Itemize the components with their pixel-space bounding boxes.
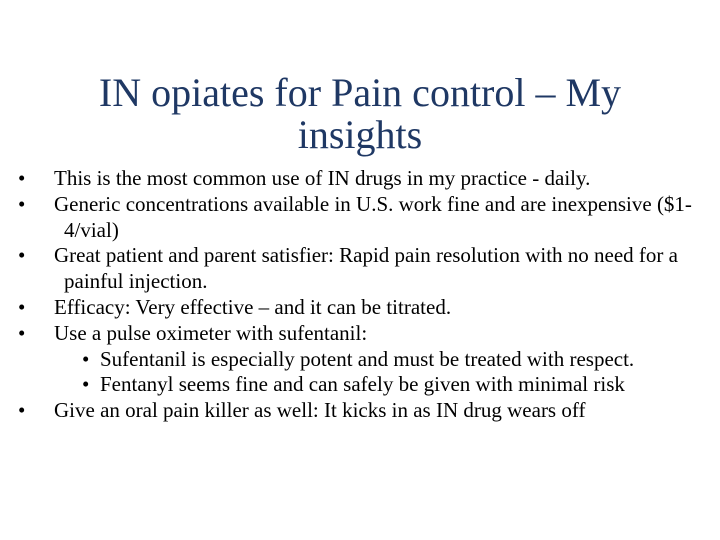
bullet-icon: • [82,346,90,371]
bullet-list [18,166,698,424]
bullet-text: Fentanyl seems fine and can safely be given with minimal risk [100,372,625,397]
sub-bullet-item [18,372,698,398]
bullet-text: Efficacy: Very effective – and it can be titrated. [54,294,452,319]
sub-bullet-item [18,347,698,373]
slide-title-line-1: IN opiates for Pain control – My [98,70,622,115]
bullet-item [18,321,698,347]
bullet-text: Sufentanil is especially potent and must be treated with respect. [100,346,635,371]
bullet-item [18,295,698,321]
bullet-icon: • [18,166,26,190]
bullet-icon: • [18,320,26,345]
bullet-item [18,398,698,424]
bullet-text: This is the most common use of IN drugs in my practice - daily. [54,166,591,190]
bullet-text: Generic concentrations available in U.S. work fine and are inexpensive ($1-4/vial) [54,191,692,242]
bullet-item [18,243,698,295]
bullet-item [18,192,698,244]
bullet-icon: • [82,372,90,397]
bullet-icon: • [18,398,26,423]
slide-title-line-2: insights [297,112,423,157]
bullet-icon: • [18,294,26,319]
bullet-text: Great patient and parent satisfier: Rapid pain resolution with no need for a painful injection. [54,243,678,294]
bullet-text: Use a pulse oximeter with sufentanil: [54,320,368,345]
slide-title [40,72,680,156]
bullet-icon: • [18,191,26,216]
bullet-text: Give an oral pain killer as well: It kicks in as IN drug wears off [54,398,586,423]
bullet-item [18,166,698,192]
bullet-icon: • [18,243,26,268]
